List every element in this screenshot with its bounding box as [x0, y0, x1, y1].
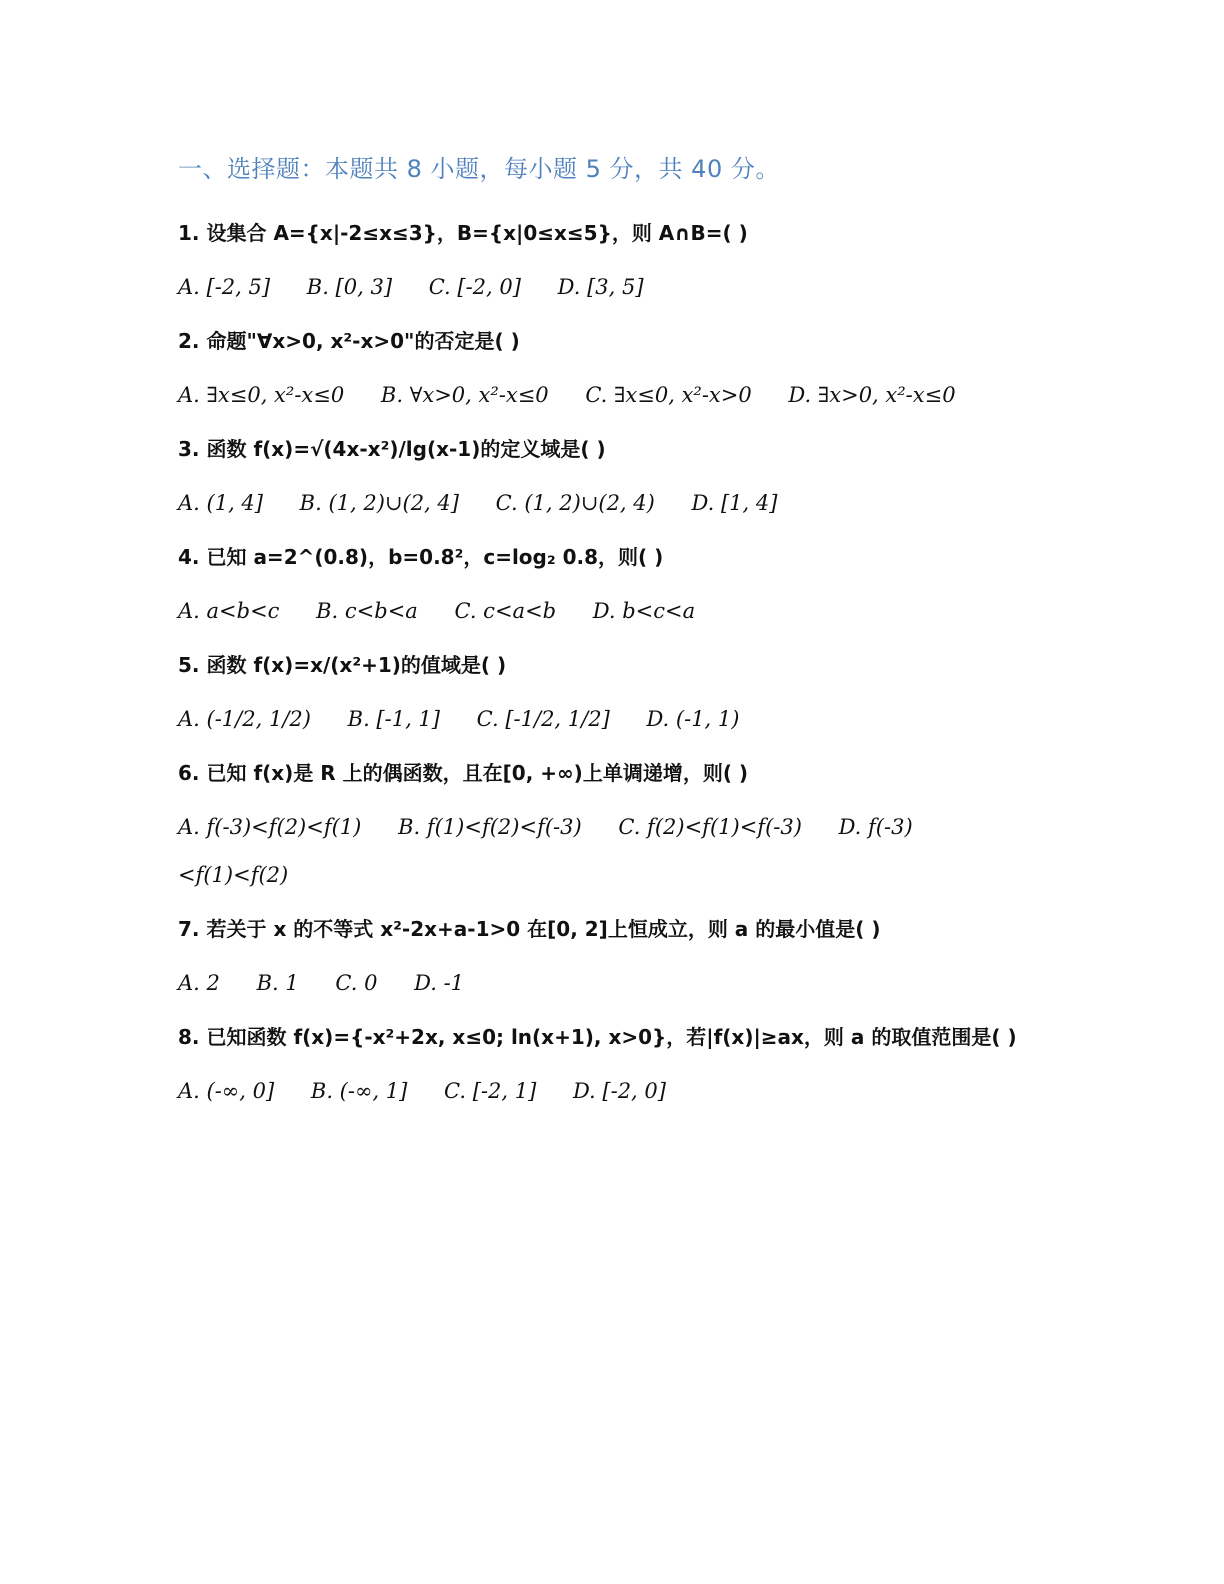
- option-d: D. -1: [414, 971, 465, 995]
- question-5-options: [178, 692, 1078, 746]
- question-5-stem: 5. 函数 f(x)=x/(x²+1)的值域是( ): [178, 653, 507, 677]
- option-d: D. (-1, 1): [646, 707, 740, 731]
- question-7-stem: 7. 若关于 x 的不等式 x²-2x+a-1>0 在[0, 2]上恒成立，则 a 的最小值是( ): [178, 917, 881, 941]
- option-b: B. [-1, 1]: [347, 707, 440, 731]
- option-a: A. [-2, 5]: [178, 275, 271, 299]
- question-7-options: [178, 956, 1078, 1010]
- question-4-options: [178, 584, 1078, 638]
- question-6-options: [178, 800, 938, 902]
- question-2-options: [178, 368, 1078, 422]
- option-b: B. 1: [256, 971, 299, 995]
- option-a: A. f(-3)<f(2)<f(1): [178, 815, 362, 839]
- option-d: D. [-2, 0]: [572, 1079, 666, 1103]
- option-a: A. (-1/2, 1/2): [178, 707, 311, 731]
- option-d: D. ∃x>0, x²-x≤0: [788, 383, 956, 407]
- option-c: C. f(2)<f(1)<f(-3): [618, 815, 802, 839]
- question-1-options: [178, 260, 1078, 314]
- option-c: C. [-2, 1]: [444, 1079, 537, 1103]
- section-title: 一、选择题：本题共 8 小题，每小题 5 分，共 40 分。: [178, 155, 780, 183]
- option-b: B. [0, 3]: [306, 275, 393, 299]
- option-c: C. ∃x≤0, x²-x>0: [585, 383, 752, 407]
- option-d: D. [3, 5]: [557, 275, 644, 299]
- option-d: D. b<c<a: [592, 599, 696, 623]
- option-c: C. (1, 2)∪(2, 4): [495, 491, 655, 515]
- question-8-options: [178, 1064, 1078, 1118]
- option-a: A. ∃x≤0, x²-x≤0: [178, 383, 345, 407]
- exam-page: [178, 146, 1078, 1118]
- question-1-stem: 1. 设集合 A={x|-2≤x≤3}，B={x|0≤x≤5}，则 A∩B=( ): [178, 221, 748, 245]
- option-d: D. [1, 4]: [691, 491, 778, 515]
- question-3-stem: 3. 函数 f(x)=√(4x-x²)/lg(x-1)的定义域是( ): [178, 437, 606, 461]
- question-3-options: [178, 476, 1078, 530]
- option-b: B. f(1)<f(2)<f(-3): [398, 815, 582, 839]
- question-6-stem: 6. 已知 f(x)是 R 上的偶函数，且在[0, +∞)上单调递增，则( ): [178, 761, 749, 785]
- option-d: D. f(-3)<f(1)<f(2): [178, 815, 913, 887]
- option-a: A. (-∞, 0]: [178, 1079, 275, 1103]
- option-c: C. c<a<b: [454, 599, 557, 623]
- option-c: C. 0: [335, 971, 378, 995]
- option-b: B. (1, 2)∪(2, 4]: [299, 491, 459, 515]
- question-2-stem: 2. 命题"∀x>0, x²-x>0"的否定是( ): [178, 329, 520, 353]
- option-b: B. ∀x>0, x²-x≤0: [380, 383, 549, 407]
- option-b: B. (-∞, 1]: [310, 1079, 408, 1103]
- option-a: A. (1, 4]: [178, 491, 263, 515]
- option-c: C. [-1/2, 1/2]: [476, 707, 610, 731]
- question-8-stem: 8. 已知函数 f(x)={-x²+2x, x≤0; ln(x+1), x>0}，若|f(x)|≥ax，则 a 的取值范围是( ): [178, 1025, 1017, 1049]
- option-a: A. a<b<c: [178, 599, 280, 623]
- option-a: A. 2: [178, 971, 220, 995]
- option-b: B. c<b<a: [316, 599, 418, 623]
- option-c: C. [-2, 0]: [428, 275, 521, 299]
- question-4-stem: 4. 已知 a=2^(0.8)，b=0.8²，c=log₂ 0.8，则( ): [178, 545, 664, 569]
